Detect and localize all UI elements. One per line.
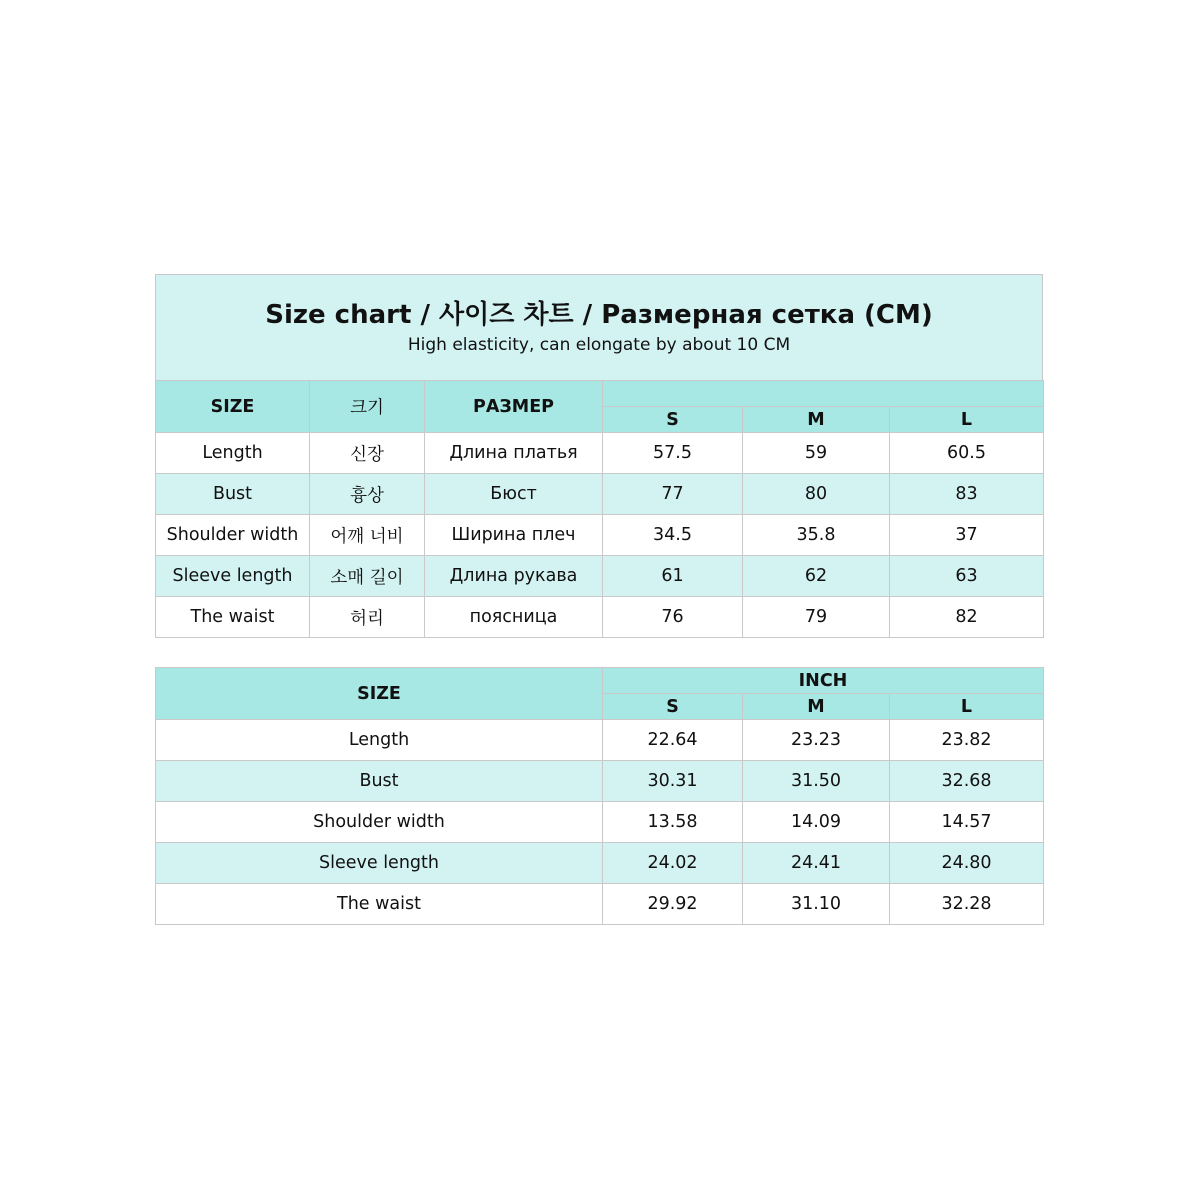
header-unit-blank (603, 381, 1044, 407)
value-l: 32.28 (890, 884, 1044, 925)
value-s: 34.5 (603, 515, 743, 556)
header-unit: INCH (603, 668, 1044, 694)
value-s: 13.58 (603, 802, 743, 843)
row-label-en: Length (156, 720, 603, 761)
row-label-en: Sleeve length (156, 556, 310, 597)
value-m: 24.41 (743, 843, 890, 884)
header-m: M (743, 694, 890, 720)
chart-subtitle: High elasticity, can elongate by about 10 CM (407, 335, 791, 355)
value-m: 31.10 (743, 884, 890, 925)
value-l: 82 (890, 597, 1044, 638)
row-label-ru: Ширина плеч (425, 515, 603, 556)
table-row (156, 597, 1044, 638)
table-row (156, 843, 1044, 884)
value-s: 29.92 (603, 884, 743, 925)
row-label-ko: 소매 길이 (310, 556, 425, 597)
row-label-en: Bust (156, 474, 310, 515)
chart-title: Size chart / 사이즈 차트 / Размерная сетка (CM) (265, 300, 933, 330)
row-label-en: Length (156, 433, 310, 474)
value-m: 23.23 (743, 720, 890, 761)
value-s: 76 (603, 597, 743, 638)
row-label-ko: 허리 (310, 597, 425, 638)
row-label-en: The waist (156, 597, 310, 638)
value-m: 62 (743, 556, 890, 597)
value-m: 59 (743, 433, 890, 474)
value-s: 57.5 (603, 433, 743, 474)
row-label-en: Shoulder width (156, 515, 310, 556)
row-label-ko: 어깨 너비 (310, 515, 425, 556)
table-row (156, 474, 1044, 515)
value-m: 31.50 (743, 761, 890, 802)
value-l: 60.5 (890, 433, 1044, 474)
header-size: SIZE (156, 381, 310, 433)
table-row (156, 515, 1044, 556)
cm-table (155, 380, 1044, 638)
value-m: 79 (743, 597, 890, 638)
row-label-ko: 신장 (310, 433, 425, 474)
header-s: S (603, 694, 743, 720)
value-s: 22.64 (603, 720, 743, 761)
value-s: 77 (603, 474, 743, 515)
header-l: L (890, 694, 1044, 720)
row-label-ko: 흉상 (310, 474, 425, 515)
table-row (156, 884, 1044, 925)
row-label-ru: Длина рукава (425, 556, 603, 597)
header-l: L (890, 407, 1044, 433)
row-label-ru: Бюст (425, 474, 603, 515)
row-label-en: Shoulder width (156, 802, 603, 843)
table-row (156, 556, 1044, 597)
row-label-ru: Длина платья (425, 433, 603, 474)
value-l: 32.68 (890, 761, 1044, 802)
value-s: 24.02 (603, 843, 743, 884)
value-l: 23.82 (890, 720, 1044, 761)
row-label-ru: поясница (425, 597, 603, 638)
value-m: 35.8 (743, 515, 890, 556)
table-row (156, 433, 1044, 474)
header-s: S (603, 407, 743, 433)
header-m: M (743, 407, 890, 433)
value-s: 61 (603, 556, 743, 597)
cm-size-chart (155, 274, 1043, 638)
table-row (156, 761, 1044, 802)
value-l: 14.57 (890, 802, 1044, 843)
inch-table (155, 667, 1044, 925)
header-size-ru: РАЗМЕР (425, 381, 603, 433)
value-l: 24.80 (890, 843, 1044, 884)
value-l: 83 (890, 474, 1044, 515)
header-size: SIZE (156, 668, 603, 720)
table-row (156, 802, 1044, 843)
table-row (156, 720, 1044, 761)
row-label-en: The waist (156, 884, 603, 925)
value-s: 30.31 (603, 761, 743, 802)
inch-size-chart (155, 667, 1043, 925)
header-size-ko: 크기 (310, 381, 425, 433)
row-label-en: Sleeve length (156, 843, 603, 884)
row-label-en: Bust (156, 761, 603, 802)
value-m: 80 (743, 474, 890, 515)
value-l: 37 (890, 515, 1044, 556)
chart-title-box (155, 274, 1043, 380)
value-l: 63 (890, 556, 1044, 597)
value-m: 14.09 (743, 802, 890, 843)
